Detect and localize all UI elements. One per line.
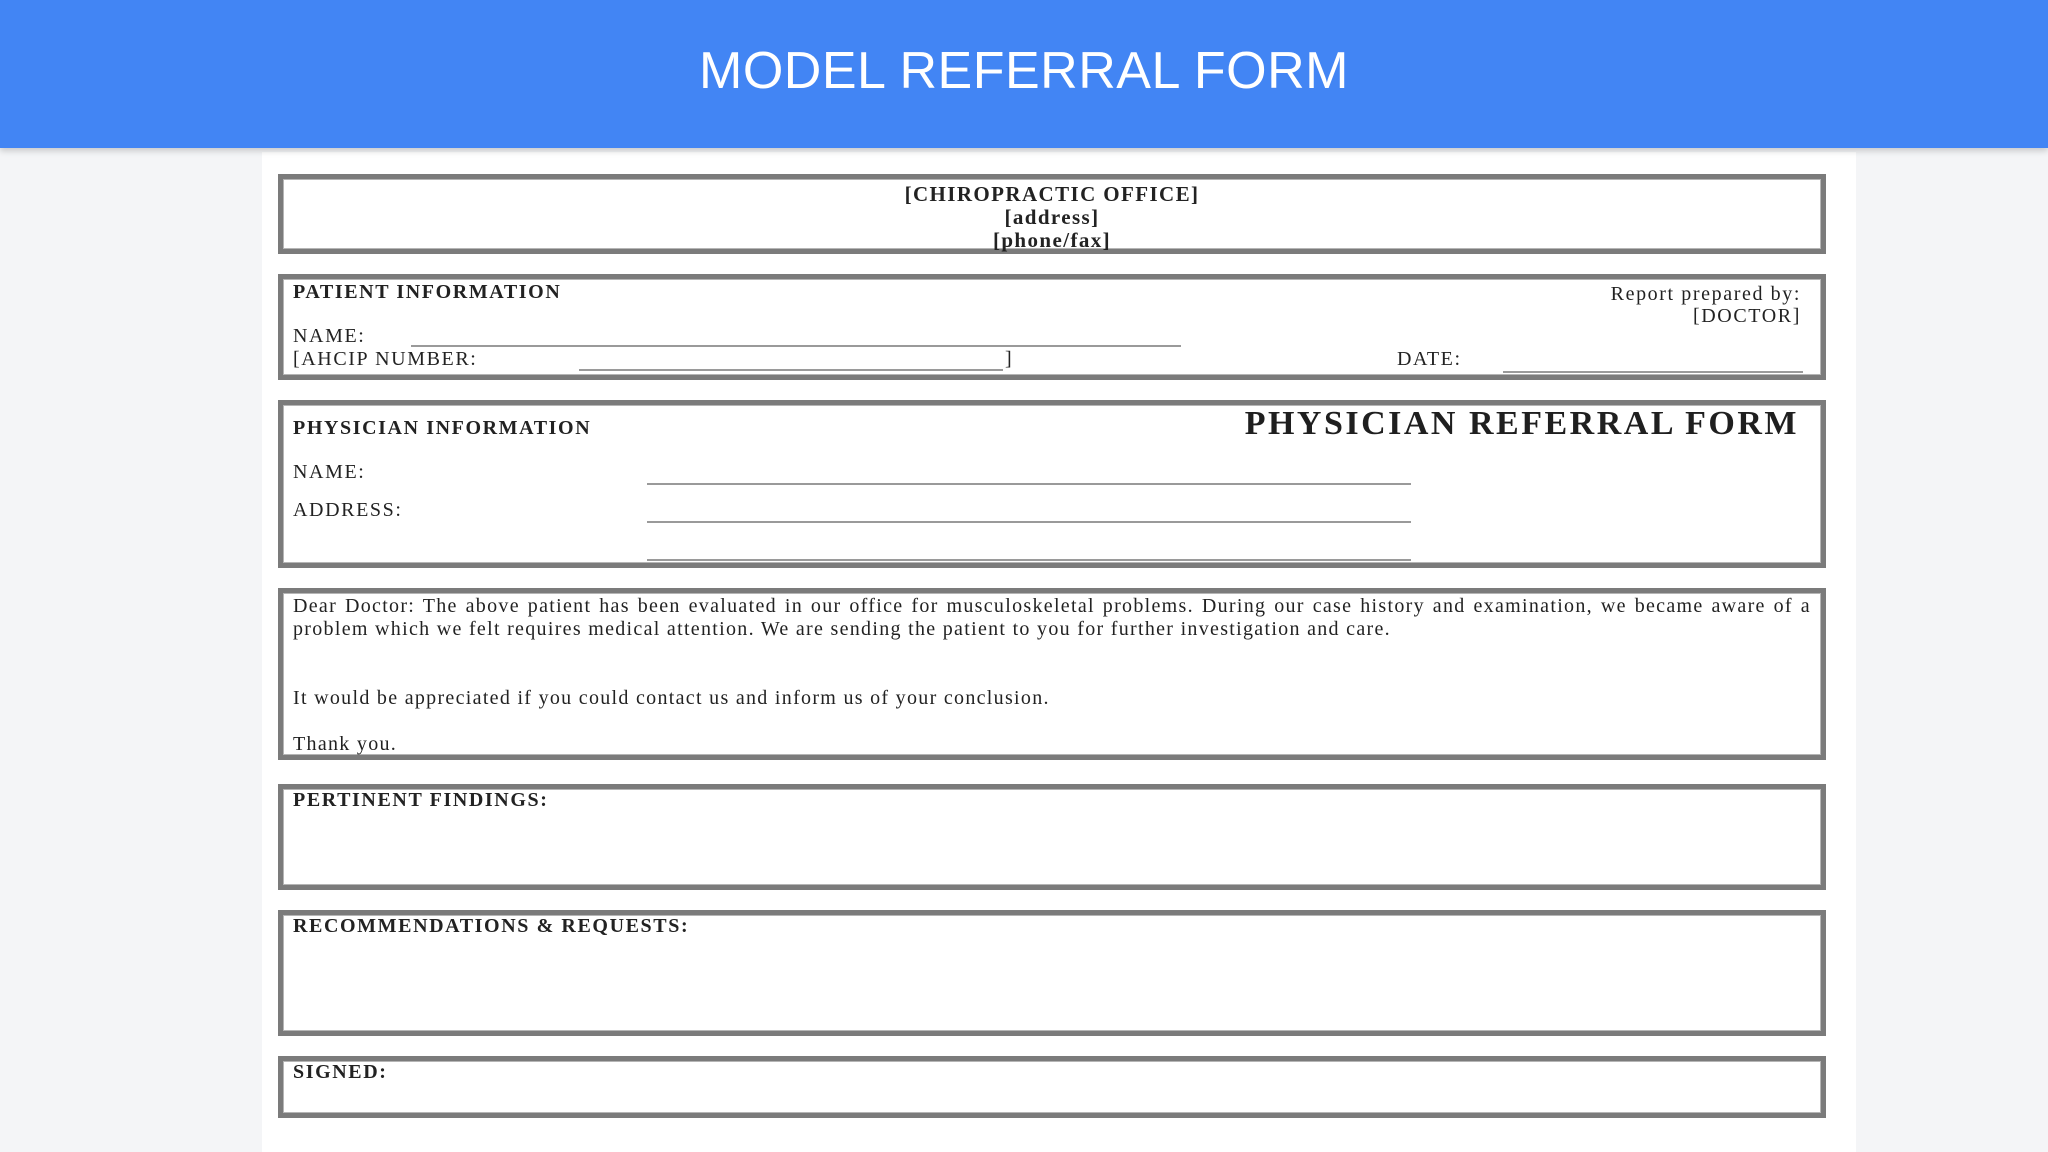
physician-address-line-1	[647, 521, 1411, 523]
patient-info-box	[278, 274, 1826, 380]
physician-referral-form-title: PHYSICIAN REFERRAL FORM	[1244, 405, 1799, 442]
office-address: [address]	[1004, 205, 1100, 229]
pertinent-findings-box	[278, 784, 1826, 890]
physician-name-label: NAME:	[293, 461, 366, 483]
office-phone: [phone/fax]	[992, 228, 1112, 252]
letter-paragraph-1: Dear Doctor: The above patient has been evaluated in our office for musculoskeletal problems. During our case history and examination, we became aware of a problem which we felt requires medical attention. We are sending the patient to you for further investigation and care.	[293, 595, 1811, 640]
letter-closing: Thank you.	[293, 733, 398, 755]
letter-paragraph-2: It would be appreciated if you could contact us and inform us of your conclusion.	[293, 687, 1050, 709]
recommendations-label: RECOMMENDATIONS & REQUESTS:	[293, 915, 690, 937]
physician-info-box	[278, 400, 1826, 568]
date-line	[1503, 371, 1803, 373]
recommendations-box	[278, 910, 1826, 1036]
patient-info-heading: PATIENT INFORMATION	[293, 281, 562, 303]
signed-box	[278, 1056, 1826, 1118]
ahcip-number-label: [AHCIP NUMBER:	[293, 348, 478, 370]
letter-box	[278, 588, 1826, 760]
physician-name-line	[647, 483, 1411, 485]
date-label: DATE:	[1397, 348, 1462, 370]
slide-title: MODEL REFERRAL FORM	[699, 42, 1349, 100]
physician-info-heading: PHYSICIAN INFORMATION	[293, 417, 592, 439]
ahcip-close-bracket: ]	[1005, 348, 1014, 370]
slide-header	[0, 0, 2048, 148]
patient-name-line	[411, 345, 1181, 347]
patient-name-label: NAME:	[293, 325, 366, 347]
physician-address-label: ADDRESS:	[293, 499, 403, 521]
office-name: [CHIROPRACTIC OFFICE]	[904, 182, 1200, 206]
pertinent-findings-label: PERTINENT FINDINGS:	[293, 789, 549, 811]
doctor-placeholder: [DOCTOR]	[1693, 305, 1801, 327]
office-header-box	[278, 174, 1826, 254]
physician-address-line-2	[647, 559, 1411, 561]
report-prepared-by: Report prepared by:	[1610, 283, 1801, 305]
referral-form-image	[262, 152, 1856, 1152]
ahcip-number-line	[579, 369, 1003, 371]
signed-label: SIGNED:	[293, 1061, 388, 1083]
